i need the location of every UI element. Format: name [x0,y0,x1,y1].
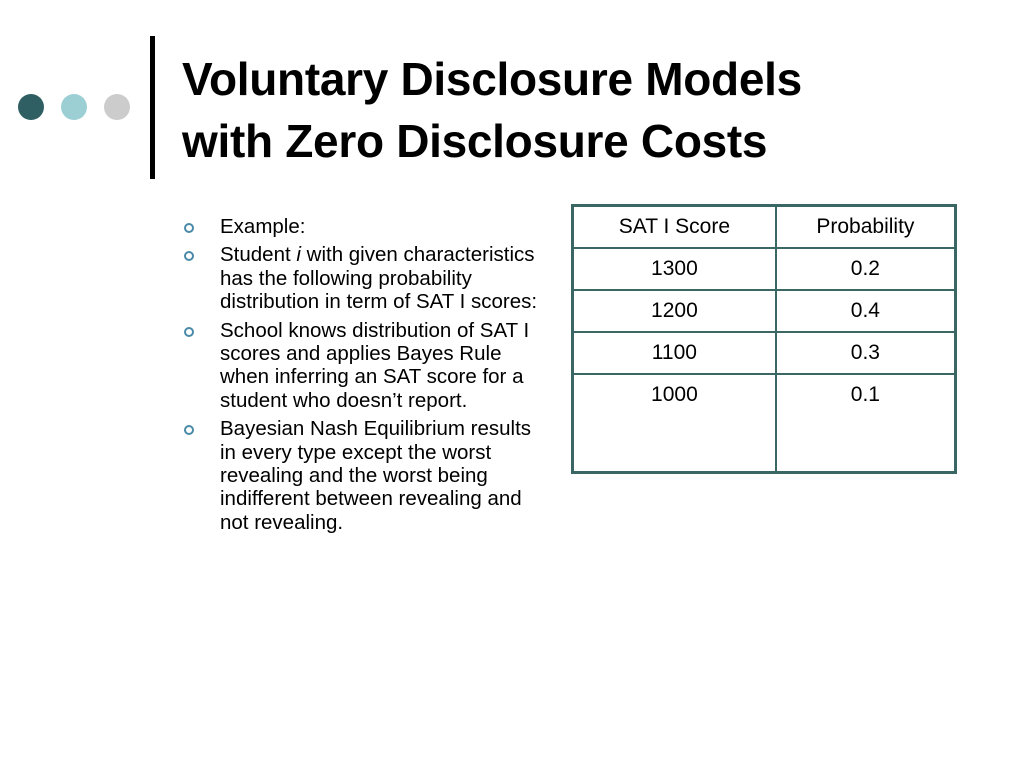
bullet-text: Bayesian Nash Equilibrium results in every type except the worst revealing and the worst being indifferent between revealing and not revealing. [220,417,532,534]
header-sat-score: SAT I Score [573,206,776,249]
table-row [573,248,956,290]
bullet-list [182,215,552,539]
bullet-ring-icon [184,327,194,337]
cell-score: 1300 [573,248,776,290]
cell-probability: 0.2 [776,248,956,290]
cell-probability: 0.1 [776,374,956,473]
table-header-row [573,206,956,249]
table-row [573,332,956,374]
bullet-text-post: with given characteristics has the following probability distribution in term of SAT I scores: [220,243,538,314]
bullet-ring-icon [184,251,194,261]
dot-gray [104,94,130,120]
bullet-item [182,319,552,413]
cell-probability: 0.4 [776,290,956,332]
cell-score: 1200 [573,290,776,332]
dot-light-teal [61,94,87,120]
bullet-item [182,243,552,313]
title-divider [150,36,155,179]
decorative-dots [18,94,134,120]
title-line-1: Voluntary Disclosure Models [182,53,802,105]
bullet-item [182,417,552,534]
bullet-item [182,215,552,238]
dot-dark-teal [18,94,44,120]
cell-probability: 0.3 [776,332,956,374]
cell-score: 1000 [573,374,776,473]
bullet-text: Example: [220,215,306,238]
slide-title [182,48,1002,172]
bullet-text: School knows distribution of SAT I scores and applies Bayes Rule when inferring an SAT score for a student who doesn’t report. [220,318,530,412]
table-row [573,290,956,332]
header-probability: Probability [776,206,956,249]
title-line-2: with Zero Disclosure Costs [182,115,768,167]
bullet-ring-icon [184,425,194,435]
table-row [573,374,956,473]
bullet-text-pre: Student [220,243,297,267]
sat-probability-table [571,204,957,474]
bullet-text-variable: i [296,243,301,267]
cell-score: 1100 [573,332,776,374]
bullet-ring-icon [184,223,194,233]
